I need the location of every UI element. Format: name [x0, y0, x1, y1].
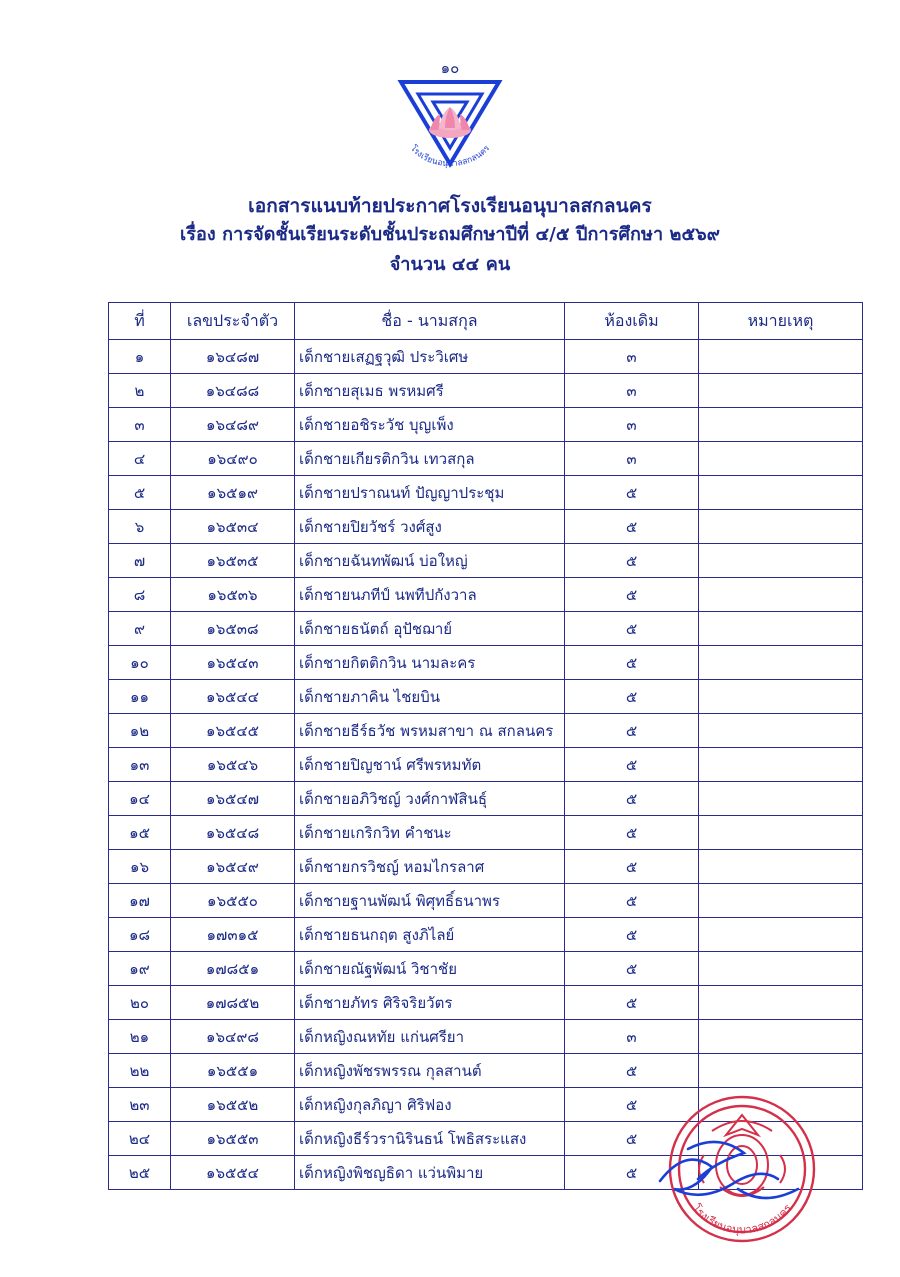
cell-note — [699, 952, 863, 986]
cell-id: ๑๖๕๔๙ — [171, 850, 295, 884]
table-row — [109, 782, 863, 816]
cell-no: ๑๗ — [109, 884, 171, 918]
cell-name: เด็กชายธนกฤต สูงภิไลย์ — [295, 918, 565, 952]
table-header-row — [109, 303, 863, 340]
cell-no: ๑๑ — [109, 680, 171, 714]
table-row — [109, 510, 863, 544]
cell-id: ๑๖๕๓๖ — [171, 578, 295, 612]
heading-line-1: เอกสารแนบท้ายประกาศโรงเรียนอนุบาลสกลนคร — [248, 195, 652, 217]
cell-room: ๓ — [565, 340, 699, 374]
table-row — [109, 544, 863, 578]
cell-id: ๑๖๕๕๑ — [171, 1054, 295, 1088]
cell-name: เด็กชายปิญชาน์ ศรีพรหมทัต — [295, 748, 565, 782]
cell-name: เด็กหญิงพิชญธิดา แว่นพิมาย — [295, 1156, 565, 1190]
cell-name: เด็กชายณัฐพัฒน์ วิชาชัย — [295, 952, 565, 986]
cell-room: ๕ — [565, 1156, 699, 1190]
heading-line-3: จำนวน ๔๔ คน — [389, 254, 511, 276]
cell-room: ๕ — [565, 850, 699, 884]
cell-no: ๒๒ — [109, 1054, 171, 1088]
svg-text:โรงเรียนอนุบาลสกลนคร: โรงเรียนอนุบาลสกลนคร — [689, 1201, 795, 1237]
cell-id: ๑๖๔๙๐ — [171, 442, 295, 476]
cell-room: ๕ — [565, 952, 699, 986]
cell-id: ๑๖๔๙๘ — [171, 1020, 295, 1054]
cell-no: ๕ — [109, 476, 171, 510]
cell-note — [699, 374, 863, 408]
cell-no: ๒๔ — [109, 1122, 171, 1156]
cell-no: ๑๒ — [109, 714, 171, 748]
school-logo — [0, 72, 900, 177]
cell-name: เด็กชายธีร์ธวัช พรหมสาขา ณ สกลนคร — [295, 714, 565, 748]
cell-id: ๑๖๕๓๔ — [171, 510, 295, 544]
cell-id: ๑๖๕๕๒ — [171, 1088, 295, 1122]
cell-room: ๕ — [565, 782, 699, 816]
cell-name: เด็กชายเสฏฐวุฒิ ประวิเศษ — [295, 340, 565, 374]
cell-note — [699, 680, 863, 714]
cell-name: เด็กชายเกียรติกวิน เทวสกุล — [295, 442, 565, 476]
cell-note — [699, 918, 863, 952]
cell-note — [699, 748, 863, 782]
column-header-note: หมายเหตุ — [699, 303, 863, 340]
table-row — [109, 714, 863, 748]
cell-room: ๕ — [565, 1054, 699, 1088]
cell-no: ๓ — [109, 408, 171, 442]
cell-room: ๕ — [565, 884, 699, 918]
cell-room: ๕ — [565, 986, 699, 1020]
cell-id: ๑๖๔๘๗ — [171, 340, 295, 374]
cell-no: ๑๘ — [109, 918, 171, 952]
cell-id: ๑๖๔๘๙ — [171, 408, 295, 442]
cell-note — [699, 578, 863, 612]
cell-id: ๑๗๘๕๒ — [171, 986, 295, 1020]
page-number: ๑๐ — [440, 59, 460, 77]
table-row — [109, 340, 863, 374]
cell-note — [699, 510, 863, 544]
cell-name: เด็กหญิงณหทัย แก่นศรียา — [295, 1020, 565, 1054]
cell-note — [699, 850, 863, 884]
cell-room: ๕ — [565, 612, 699, 646]
cell-note — [699, 476, 863, 510]
cell-room: ๓ — [565, 1020, 699, 1054]
table-row — [109, 850, 863, 884]
table-row — [109, 1020, 863, 1054]
table-row — [109, 476, 863, 510]
cell-no: ๙ — [109, 612, 171, 646]
cell-room: ๕ — [565, 1088, 699, 1122]
cell-id: ๑๖๕๔๗ — [171, 782, 295, 816]
cell-id: ๑๖๕๔๘ — [171, 816, 295, 850]
cell-note — [699, 816, 863, 850]
cell-no: ๒๓ — [109, 1088, 171, 1122]
cell-no: ๑๐ — [109, 646, 171, 680]
table-row — [109, 680, 863, 714]
cell-no: ๖ — [109, 510, 171, 544]
cell-room: ๓ — [565, 408, 699, 442]
table-row — [109, 646, 863, 680]
cell-name: เด็กหญิงธีร์วรานิรินธน์ โพธิสระแสง — [295, 1122, 565, 1156]
cell-name: เด็กชายกรวิชญ์ หอมไกรลาศ — [295, 850, 565, 884]
cell-name: เด็กชายฐานพัฒน์ พิศุทธิ์ธนาพร — [295, 884, 565, 918]
cell-room: ๕ — [565, 476, 699, 510]
cell-note — [699, 340, 863, 374]
cell-room: ๕ — [565, 578, 699, 612]
table-row — [109, 578, 863, 612]
cell-no: ๒๕ — [109, 1156, 171, 1190]
cell-room: ๕ — [565, 714, 699, 748]
cell-note — [699, 782, 863, 816]
cell-no: ๒๐ — [109, 986, 171, 1020]
cell-room: ๕ — [565, 918, 699, 952]
column-header-name: ชื่อ - นามสกุล — [295, 303, 565, 340]
cell-name: เด็กชายภัทร ศิริจริยวัตร — [295, 986, 565, 1020]
column-header-no: ที่ — [109, 303, 171, 340]
table-row — [109, 748, 863, 782]
table-row — [109, 374, 863, 408]
table-row — [109, 918, 863, 952]
cell-id: ๑๖๕๔๔ — [171, 680, 295, 714]
cell-name: เด็กชายปิยวัชร์ วงศ์สูง — [295, 510, 565, 544]
cell-name: เด็กชายธนัตถ์ อุปัชฌาย์ — [295, 612, 565, 646]
table-row — [109, 442, 863, 476]
cell-id: ๑๗๓๑๕ — [171, 918, 295, 952]
cell-no: ๑ — [109, 340, 171, 374]
cell-no: ๑๖ — [109, 850, 171, 884]
cell-id: ๑๖๕๔๕ — [171, 714, 295, 748]
cell-id: ๑๖๔๘๘ — [171, 374, 295, 408]
student-roster-table — [108, 302, 814, 1190]
cell-name: เด็กชายภาคิน ไชยบิน — [295, 680, 565, 714]
cell-room: ๕ — [565, 680, 699, 714]
cell-note — [699, 544, 863, 578]
cell-id: ๑๖๕๔๓ — [171, 646, 295, 680]
svg-text:โรงเรียนอนุบาลสกลนคร: โรงเรียนอนุบาลสกลนคร — [407, 143, 493, 170]
table-row — [109, 816, 863, 850]
cell-note — [699, 408, 863, 442]
cell-id: ๑๗๘๕๑ — [171, 952, 295, 986]
column-header-id: เลขประจำตัว — [171, 303, 295, 340]
cell-id: ๑๖๕๓๕ — [171, 544, 295, 578]
cell-name: เด็กชายนภทีป์ นพทีปกังวาล — [295, 578, 565, 612]
table-row — [109, 408, 863, 442]
cell-name: เด็กชายสุเมธ พรหมศรี — [295, 374, 565, 408]
cell-no: ๔ — [109, 442, 171, 476]
cell-note — [699, 714, 863, 748]
cell-name: เด็กชายอภิวิชญ์ วงศ์กาฬสินธุ์ — [295, 782, 565, 816]
cell-name: เด็กชายอชิระวัช บุญเพ็ง — [295, 408, 565, 442]
cell-room: ๕ — [565, 816, 699, 850]
table-row — [109, 612, 863, 646]
cell-no: ๗ — [109, 544, 171, 578]
cell-room: ๕ — [565, 1122, 699, 1156]
lotus-triangle-logo-icon — [385, 72, 515, 177]
official-seal — [642, 1069, 842, 1259]
cell-room: ๓ — [565, 374, 699, 408]
cell-id: ๑๖๕๔๖ — [171, 748, 295, 782]
cell-no: ๒๑ — [109, 1020, 171, 1054]
cell-name: เด็กหญิงพัชรพรรณ กุลสานต์ — [295, 1054, 565, 1088]
cell-id: ๑๖๕๕๓ — [171, 1122, 295, 1156]
table-row — [109, 952, 863, 986]
cell-id: ๑๖๕๕๐ — [171, 884, 295, 918]
cell-id: ๑๖๕๑๙ — [171, 476, 295, 510]
cell-room: ๓ — [565, 442, 699, 476]
cell-name: เด็กชายกิตติกวิน นามละคร — [295, 646, 565, 680]
cell-note — [699, 986, 863, 1020]
heading-line-2: เรื่อง การจัดชั้นเรียนระดับชั้นประถมศึกษาปีที่ ๔/๕ ปีการศึกษา ๒๕๖๙ — [179, 224, 721, 246]
cell-note — [699, 612, 863, 646]
cell-no: ๘ — [109, 578, 171, 612]
table-row — [109, 986, 863, 1020]
cell-name: เด็กชายฉันทพัฒน์ บ่อใหญ่ — [295, 544, 565, 578]
cell-room: ๕ — [565, 510, 699, 544]
cell-note — [699, 884, 863, 918]
cell-note — [699, 1020, 863, 1054]
cell-no: ๑๓ — [109, 748, 171, 782]
cell-room: ๕ — [565, 748, 699, 782]
cell-no: ๒ — [109, 374, 171, 408]
table-row — [109, 884, 863, 918]
cell-room: ๕ — [565, 544, 699, 578]
cell-id: ๑๖๕๕๔ — [171, 1156, 295, 1190]
cell-name: เด็กหญิงกุลภิญา ศิริฟอง — [295, 1088, 565, 1122]
cell-id: ๑๖๕๓๘ — [171, 612, 295, 646]
cell-no: ๑๕ — [109, 816, 171, 850]
document-headings — [0, 192, 900, 279]
cell-name: เด็กชายปราณนท์ ปัญญาประชุม — [295, 476, 565, 510]
cell-name: เด็กชายเกริกวิท คำชนะ — [295, 816, 565, 850]
cell-note — [699, 646, 863, 680]
cell-room: ๕ — [565, 646, 699, 680]
column-header-room: ห้องเดิม — [565, 303, 699, 340]
cell-no: ๑๔ — [109, 782, 171, 816]
cell-note — [699, 442, 863, 476]
cell-no: ๑๙ — [109, 952, 171, 986]
